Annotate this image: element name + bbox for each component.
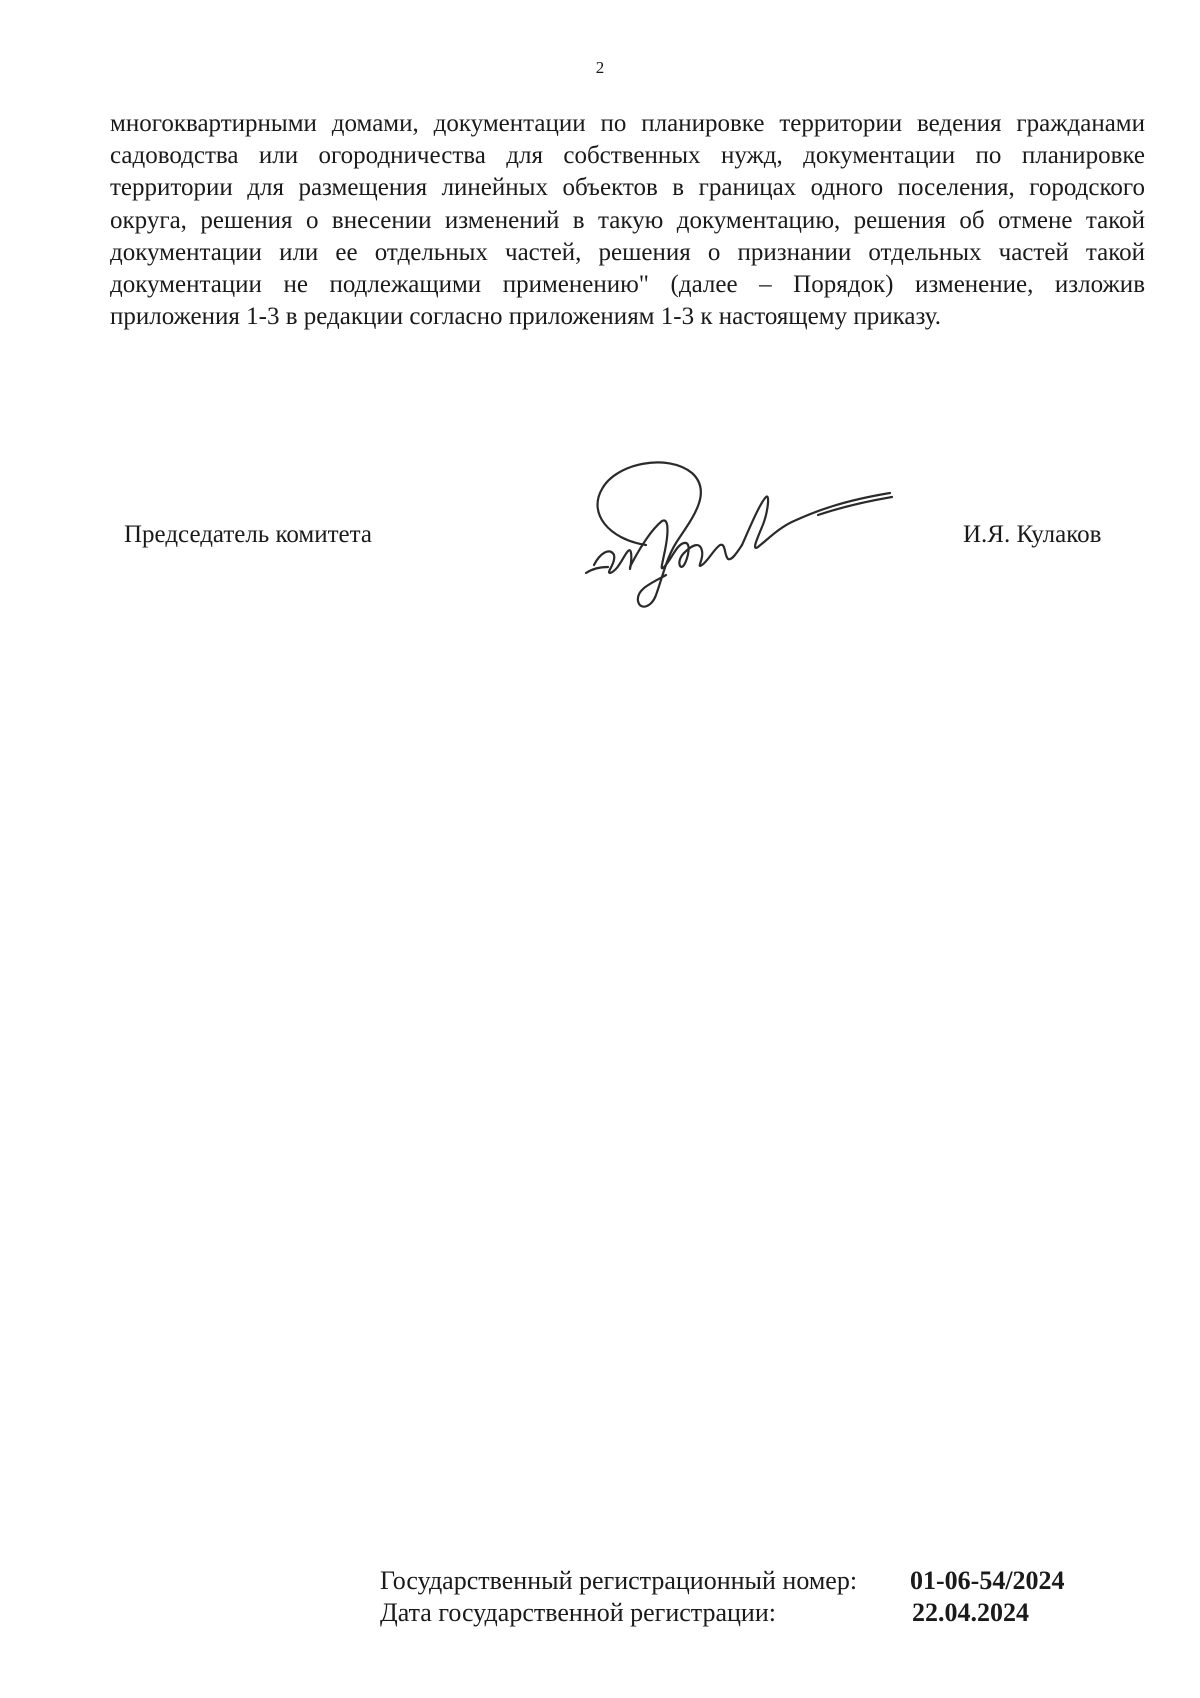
handwritten-signature: [580, 455, 900, 625]
registration-date-label: Дата государственной регистрации:: [380, 1598, 776, 1627]
registration-number-label: Государственный регистрационный номер:: [380, 1566, 858, 1595]
registration-date-value: 22.04.2024: [912, 1598, 1029, 1627]
registration-number-value: 01-06-54/2024: [910, 1566, 1065, 1595]
body-paragraph: многоквартирными домами, документации по планировке территории ведения гражданами садоводства или огородничества для собственных нужд, документации по планировке территории для размещения линейных объектов в границах одного поселения, городского округа, решения о внесении изменений в такую документацию, решения об отмене такой документации или ее отдельных частей, решения о признании отдельных частей такой документации не подлежащими применению" (далее – Порядок) изменение, изложив приложения 1-3 в редакции согласно приложениям 1-3 к настоящему приказу.: [110, 110, 1145, 331]
signer-title: Председатель комитета: [124, 521, 372, 548]
page-number: 2: [595, 58, 605, 77]
signer-name: И.Я. Кулаков: [963, 521, 1102, 548]
signature-block: [0, 455, 1200, 635]
